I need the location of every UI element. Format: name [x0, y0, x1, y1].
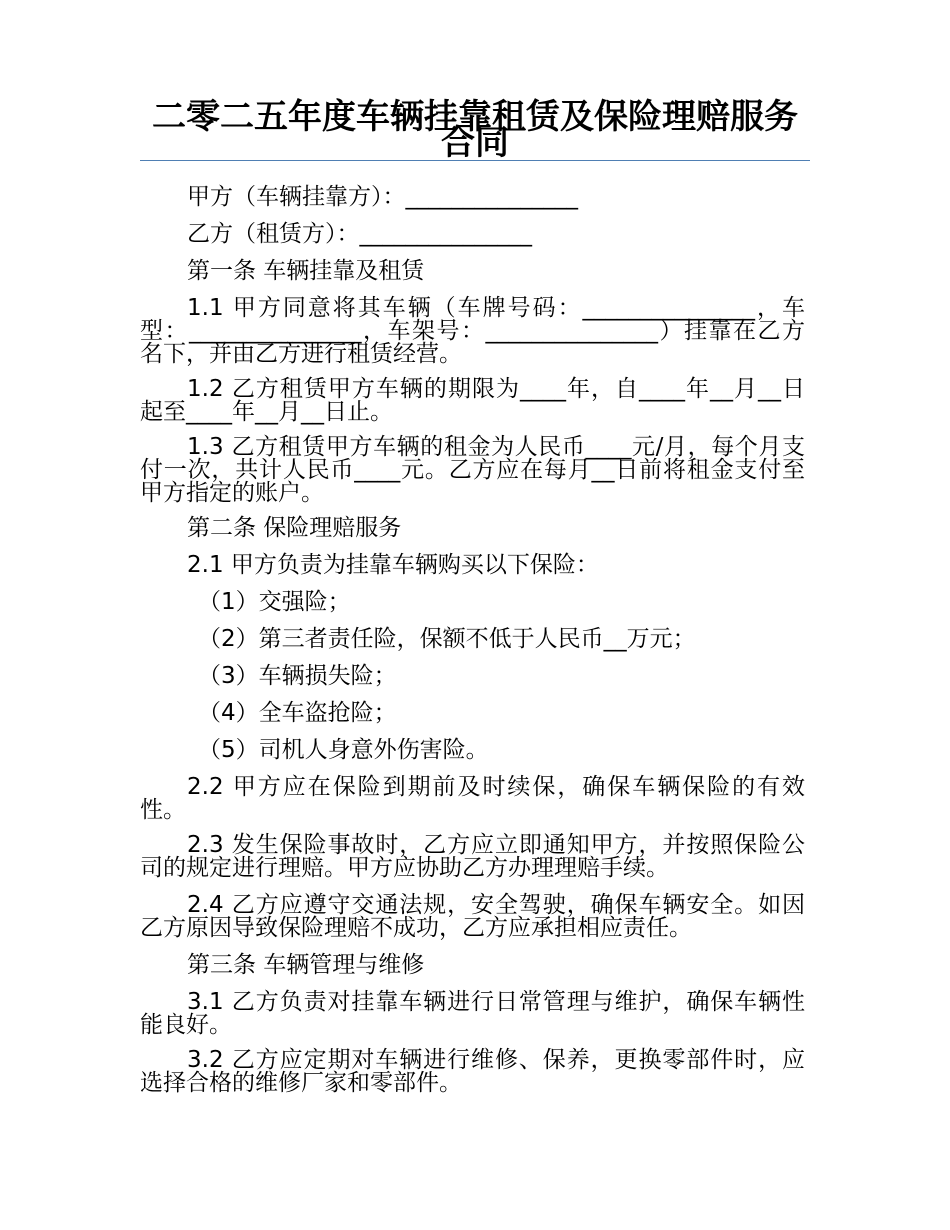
clause-3-2: 3.2 乙方应定期对车辆进行维修、保养，更换零部件时，应选择合格的维修厂家和零部件。	[140, 1047, 805, 1096]
party-b-line: 乙方（租赁方）：_______________	[187, 221, 532, 247]
article-2-heading: 第二条 保险理赔服务	[187, 515, 402, 541]
clause-1-1: 1.1 甲方同意将其车辆（车牌号码：_______________，车型：_______________，车架号：_______________）挂靠在乙方名下，并由乙方进行租赁经营。	[140, 295, 805, 367]
article-1-heading: 第一条 车辆挂靠及租赁	[187, 258, 425, 284]
insurance-item: （5）司机人身意外伤害险。	[198, 737, 489, 763]
clause-1-2: 1.2 乙方租赁甲方车辆的期限为____年，自____年__月__日起至____年__月__日止。	[140, 376, 805, 425]
clause-2-3: 2.3 发生保险事故时，乙方应立即通知甲方，并按照保险公司的规定进行理赔。甲方应协助乙方办理理赔手续。	[140, 832, 805, 881]
clause-2-4: 2.4 乙方应遵守交通法规，安全驾驶，确保车辆安全。如因乙方原因导致保险理赔不成功，乙方应承担相应责任。	[140, 892, 805, 941]
insurance-item: （3）车辆损失险；	[198, 663, 397, 689]
party-a-line: 甲方（车辆挂靠方）：_______________	[187, 184, 578, 210]
clause-2-1: 2.1 甲方负责为挂靠车辆购买以下保险：	[187, 552, 599, 578]
insurance-item: （1）交强险；	[198, 589, 351, 615]
clause-2-2: 2.2 甲方应在保险到期前及时续保，确保车辆保险的有效性。	[140, 774, 805, 823]
article-3-heading: 第三条 车辆管理与维修	[187, 952, 425, 978]
title-divider	[140, 160, 810, 161]
document-title: 二零二五年度车辆挂靠租赁及保险理赔服务合同	[152, 97, 798, 163]
insurance-item: （2）第三者责任险，保额不低于人民币__万元；	[198, 626, 696, 652]
insurance-item: （4）全车盗抢险；	[198, 700, 397, 726]
clause-1-3: 1.3 乙方租赁甲方车辆的租金为人民币____元/月，每个月支付一次，共计人民币____元。乙方应在每月__日前将租金支付至甲方指定的账户。	[140, 434, 805, 506]
clause-3-1: 3.1 乙方负责对挂靠车辆进行日常管理与维护，确保车辆性能良好。	[140, 989, 805, 1038]
